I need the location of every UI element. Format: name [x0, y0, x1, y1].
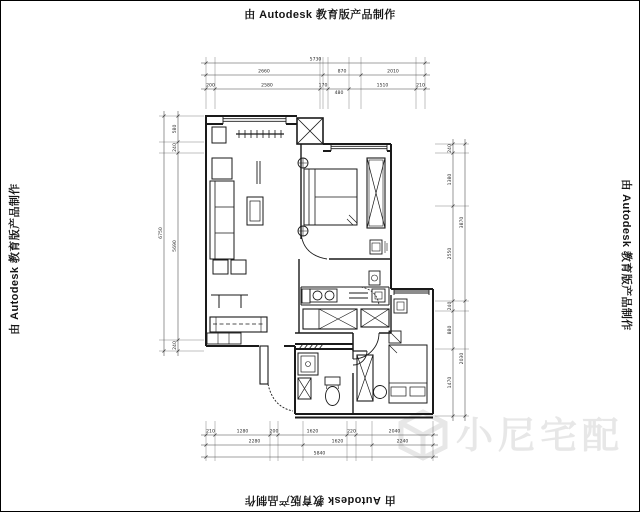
bathroom-cabinet: [298, 378, 311, 399]
curtain-rail: [236, 130, 284, 138]
dim-value: 2010: [387, 69, 399, 75]
shoe-cabinet: [207, 333, 241, 344]
wardrobe: [367, 158, 385, 228]
floor-lamp: [257, 161, 260, 184]
nightstand: [389, 331, 401, 343]
dim-value: 5730: [309, 57, 322, 63]
dim-value: 240: [173, 341, 178, 350]
console-table: [211, 295, 248, 308]
dim-value: 200: [269, 429, 279, 435]
autodesk-watermark-bottom: 由 Autodesk 教育版产品制作: [244, 494, 396, 506]
stove: [349, 293, 368, 298]
dim-value: 220: [347, 429, 356, 435]
autodesk-watermark-right: 由 Autodesk 教育版产品制作: [620, 179, 632, 331]
bedside-lamp-top: [298, 158, 308, 168]
entry-door: [260, 346, 293, 411]
washbasin: [298, 353, 318, 375]
dim-value: 240: [448, 144, 453, 153]
dim-chain-top: [201, 57, 430, 110]
dim-value: 880: [448, 325, 453, 335]
dim-value: 210: [416, 83, 425, 89]
dim-value: 1510: [376, 83, 389, 89]
dim-value: 5840: [313, 451, 326, 457]
dim-chain-right: [435, 139, 469, 421]
double-bed: [304, 169, 357, 225]
dim-value: 1380: [448, 173, 453, 186]
window-bedroom1: [331, 144, 387, 151]
dim-value: 6750: [159, 227, 164, 239]
dim-value: 240: [173, 143, 178, 152]
autodesk-watermark-top: 由 Autodesk 教育版产品制作: [244, 9, 396, 21]
dim-chain-bottom: [201, 421, 438, 461]
dim-value: 2040: [388, 429, 401, 435]
dim-value: 1620: [331, 439, 344, 445]
wardrobe-2: [357, 355, 373, 401]
toilet: [325, 377, 340, 406]
hall-cabinet: [394, 299, 407, 313]
window-living: [223, 116, 286, 124]
dim-value: 2280: [248, 439, 261, 445]
stool: [374, 386, 387, 399]
dim-value: 3870: [460, 216, 465, 229]
dim-value: 870: [337, 69, 347, 75]
double-sink: [310, 289, 337, 302]
bedside-lamp-bottom: [298, 226, 308, 236]
dim-value: 2580: [261, 83, 273, 89]
dim-value: 1470: [448, 376, 453, 389]
base-cabinet-1: [303, 309, 357, 329]
dim-value: 2550: [448, 247, 453, 260]
dim-value: 580: [173, 124, 178, 134]
dim-value: 210: [206, 429, 215, 435]
floor-plan-drawing: [1, 1, 640, 512]
dim-value: 2030: [460, 352, 465, 365]
outer-walls: [206, 116, 433, 418]
dim-value: 200: [206, 83, 215, 89]
dim-value: 240: [448, 301, 453, 311]
dim-value: 2660: [258, 69, 270, 75]
xiaoni-brand-text: 小尼宅配: [456, 413, 624, 457]
coffee-table: [247, 197, 263, 225]
dim-value: 1280: [236, 429, 249, 435]
shaft-box: [297, 118, 323, 144]
autodesk-watermark-left: 由 Autodesk 教育版产品制作: [9, 183, 21, 335]
sofa: [210, 158, 246, 274]
dim-value: 2240: [396, 439, 409, 445]
washer: [369, 271, 380, 285]
media-unit: [370, 240, 387, 254]
dim-value: 480: [334, 91, 344, 96]
prep-box: [302, 289, 310, 303]
tv-cabinet: [210, 317, 267, 332]
single-bed: [389, 345, 427, 403]
fridge-box: [372, 289, 385, 302]
base-cabinet-2: [361, 309, 389, 327]
dim-chain-left: [158, 111, 204, 356]
dim-value: 170: [318, 83, 328, 89]
dim-value: 5690: [173, 240, 178, 252]
corner-pillar: [212, 127, 226, 143]
dim-value: 1620: [306, 429, 319, 435]
door-bedroom1: [301, 233, 327, 259]
